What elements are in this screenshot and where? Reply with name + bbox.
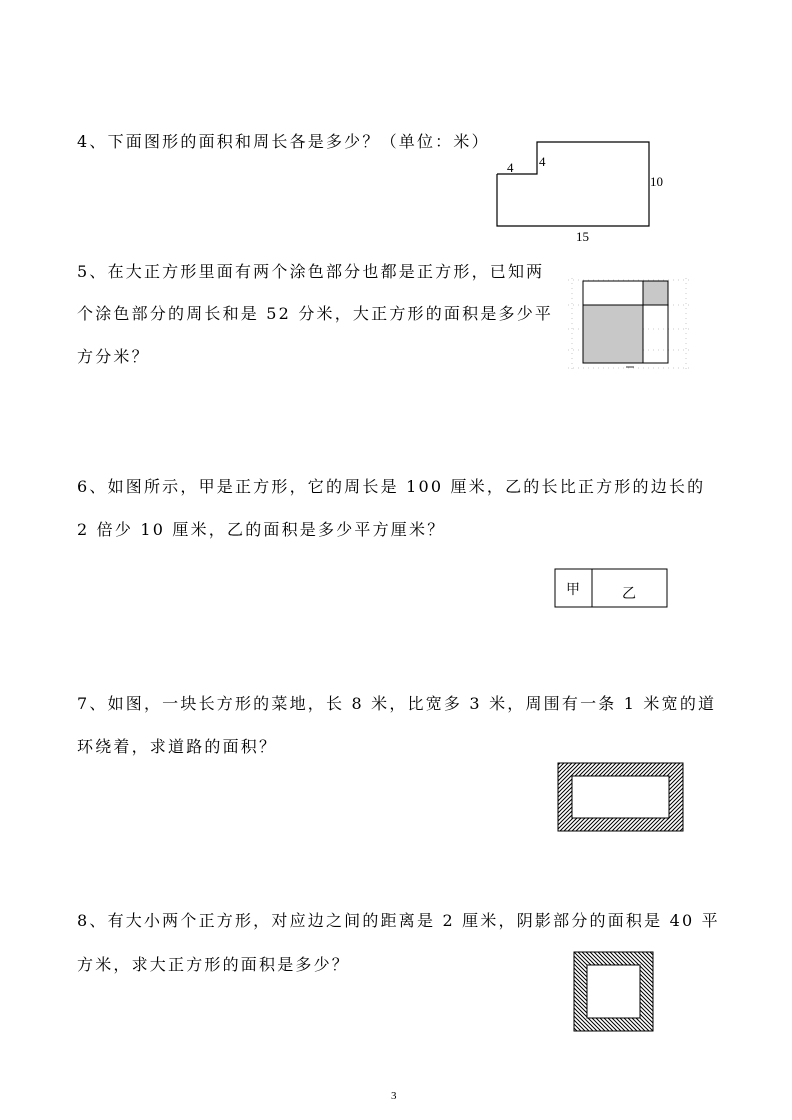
page-number: 3 [391,1090,397,1102]
q8-small-square [587,965,640,1018]
q6-figure [554,568,670,610]
q4-figure [490,138,670,248]
q5-line-2: 个涂色部分的周长和是 52 分米，大正方形的面积是多少平 [77,304,554,323]
q6-line-2: 2 倍少 10 厘米，乙的面积是多少平方厘米？ [77,520,446,539]
q4-step-shape [497,142,649,226]
q5-figure [568,278,692,372]
q8-line-2: 方米，求大正方形的面积是多少？ [77,955,351,974]
q6-label-jia: 甲 [566,582,580,598]
q6-line-1: 6、如图所示，甲是正方形，它的周长是 100 厘米，乙的长比正方形的边长的 [77,477,706,496]
q7-figure [557,762,685,834]
q5-line-1: 5、在大正方形里面有两个涂色部分也都是正方形，已知两 [77,262,545,281]
q8-line-1: 8、有大小两个正方形，对应边之间的距离是 2 厘米，阴影部分的面积是 40 平 [77,911,720,930]
q4-label-width: 15 [576,229,589,244]
q6-label-yi: 乙 [622,586,636,602]
q4-text: 4、下面图形的面积和周长各是多少？（单位：米） [77,132,490,151]
q7-line-1: 7、如图，一块长方形的菜地，长 8 米，比宽多 3 米，周围有一条 1 米宽的道 [77,694,717,713]
q5-small-shaded-square [643,281,668,305]
q5-line-3: 方分米？ [77,347,150,366]
q4-label-step-width: 4 [507,160,514,175]
q8-figure [572,950,656,1034]
q4-label-step-height: 4 [539,154,546,169]
q7-inner-field [572,776,669,818]
q7-line-2: 环绕着，求道路的面积？ [77,737,278,756]
q4-label-height: 10 [650,174,663,189]
q5-big-shaded-square [583,305,643,363]
